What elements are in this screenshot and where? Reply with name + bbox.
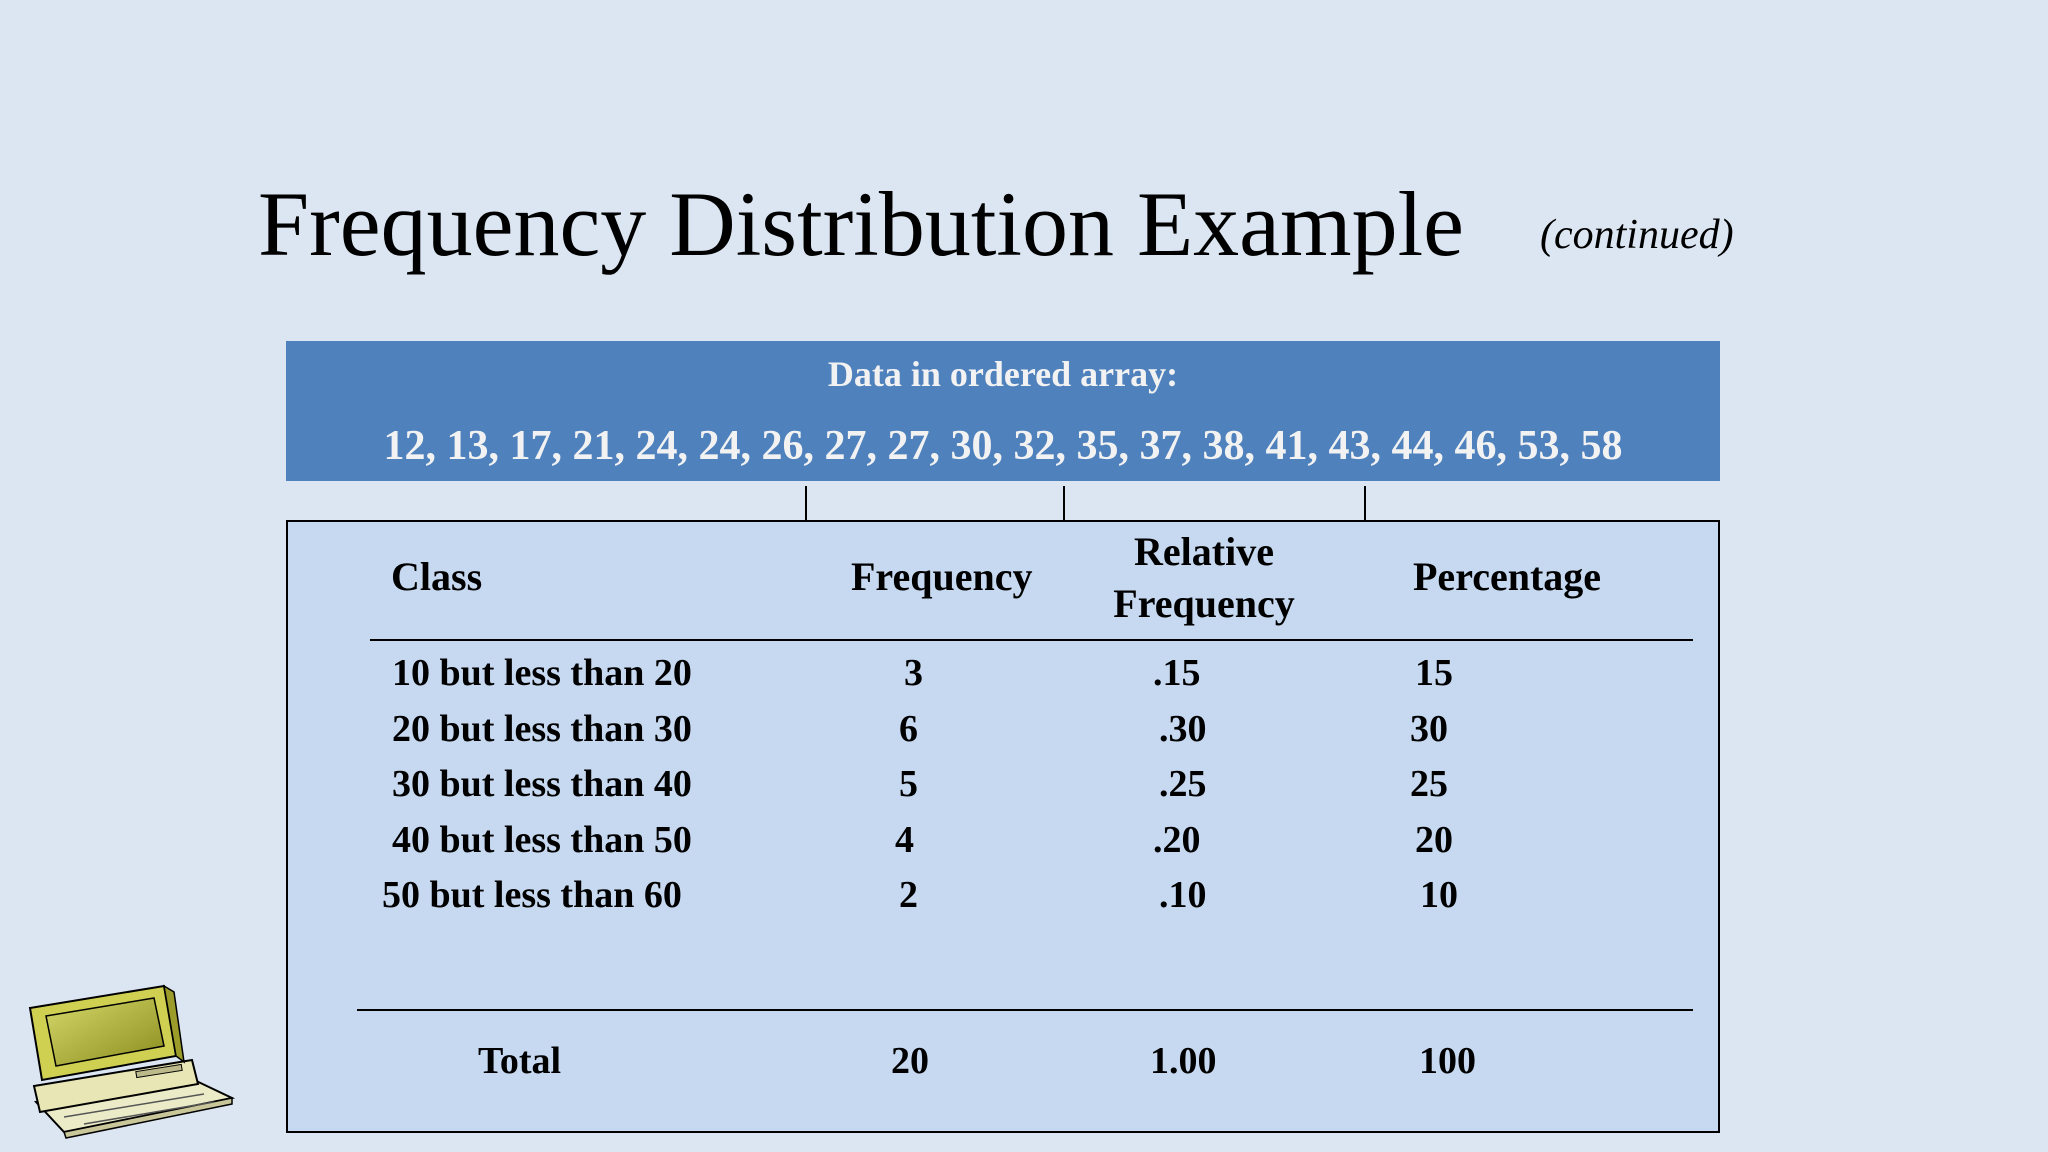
row-1-percentage: 15	[1415, 652, 1453, 694]
total-label: Total	[478, 1040, 562, 1082]
row-2-percentage: 30	[1410, 708, 1448, 750]
total-frequency: 20	[891, 1040, 929, 1082]
row-1-relative: .15	[1153, 652, 1201, 694]
row-1-frequency: 3	[904, 652, 923, 694]
row-5-class: 50 but less than 60	[382, 874, 682, 916]
header-rule	[370, 639, 1693, 641]
row-5-percentage: 10	[1420, 874, 1458, 916]
row-1-class: 10 but less than 20	[392, 652, 692, 694]
slide-subtitle: (continued)	[1540, 212, 1734, 258]
row-2-frequency: 6	[899, 708, 918, 750]
row-2-class: 20 but less than 30	[392, 708, 692, 750]
header-relative-frequency	[1070, 526, 1338, 630]
header-frequency: Frequency	[851, 554, 1033, 599]
header-relative-line1: Relative	[1134, 529, 1274, 574]
row-4-class: 40 but less than 50	[392, 819, 692, 861]
total-relative: 1.00	[1150, 1040, 1217, 1082]
row-3-frequency: 5	[899, 763, 918, 805]
slide-title: Frequency Distribution Example	[258, 173, 1464, 275]
row-2-relative: .30	[1159, 708, 1207, 750]
row-5-relative: .10	[1159, 874, 1207, 916]
row-3-class: 30 but less than 40	[392, 763, 692, 805]
row-5-frequency: 2	[899, 874, 918, 916]
row-4-percentage: 20	[1415, 819, 1453, 861]
computer-icon	[24, 982, 240, 1142]
header-relative-line2: Frequency	[1113, 581, 1295, 626]
total-rule	[357, 1009, 1693, 1011]
header-class: Class	[391, 554, 483, 599]
ordered-array-box	[286, 341, 1720, 481]
header-percentage: Percentage	[1413, 554, 1602, 599]
total-percentage: 100	[1419, 1040, 1476, 1082]
row-3-percentage: 25	[1410, 763, 1448, 805]
row-4-frequency: 4	[895, 819, 914, 861]
row-3-relative: .25	[1159, 763, 1207, 805]
ordered-array-values: 12, 13, 17, 21, 24, 24, 26, 27, 27, 30, 32, 35, 37, 38, 41, 43, 44, 46, 53, 58	[383, 423, 1623, 469]
ordered-array-label: Data in ordered array:	[827, 354, 1179, 394]
row-4-relative: .20	[1153, 819, 1201, 861]
